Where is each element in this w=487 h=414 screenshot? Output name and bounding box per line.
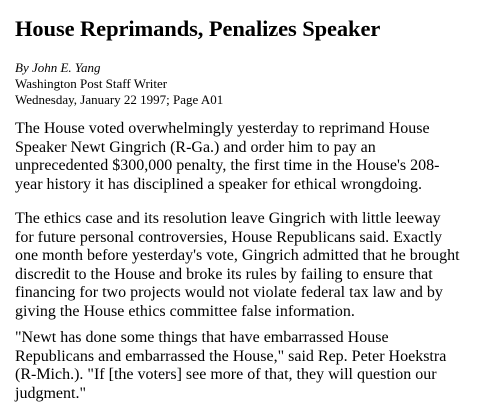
paragraph-2 [15,210,477,322]
paragraph-line: (R-Mich.). "If [the voters] see more of that, they will question our [15,366,437,384]
paragraph-line: one month before yesterday's vote, Gingrich admitted that he brought [15,247,460,265]
paragraph-line: for future personal controversies, House Republicans said. Exactly [15,228,442,246]
paragraph-line: Republicans and embarrassed the House," said Rep. Peter Hoekstra [15,347,447,365]
affiliation: Washington Post Staff Writer [15,76,168,91]
paragraph-line: Speaker Newt Gingrich (R-Ga.) and order him to pay an [15,138,376,156]
byline-block [15,60,223,108]
paragraph-line: discredit to the House and broke its rules by failing to ensure that [15,265,433,283]
paragraph-line: giving the House ethics committee false information. [15,302,355,320]
paragraph-1 [15,120,477,194]
paragraph-line: The House voted overwhelmingly yesterday to reprimand House [15,120,430,137]
paragraph-line: The ethics case and its resolution leave Gingrich with little leeway [15,210,441,227]
paragraph-line: "Newt has done some things that have embarrassed House [15,329,389,346]
article-headline: House Reprimands, Penalizes Speaker [15,16,381,41]
paragraph-line: financing for two projects would not violate federal tax law and by [15,284,443,302]
dateline: Wednesday, January 22 1997; Page A01 [15,92,224,107]
paragraph-line: unprecedented $300,000 penalty, the first time in the House's 208- [15,157,440,175]
paragraph-3 [15,329,477,403]
byline: By John E. Yang [15,60,101,75]
paragraph-line: judgment." [15,384,86,402]
paragraph-line: year history it has disciplined a speaker for ethical wrongdoing. [15,175,422,193]
